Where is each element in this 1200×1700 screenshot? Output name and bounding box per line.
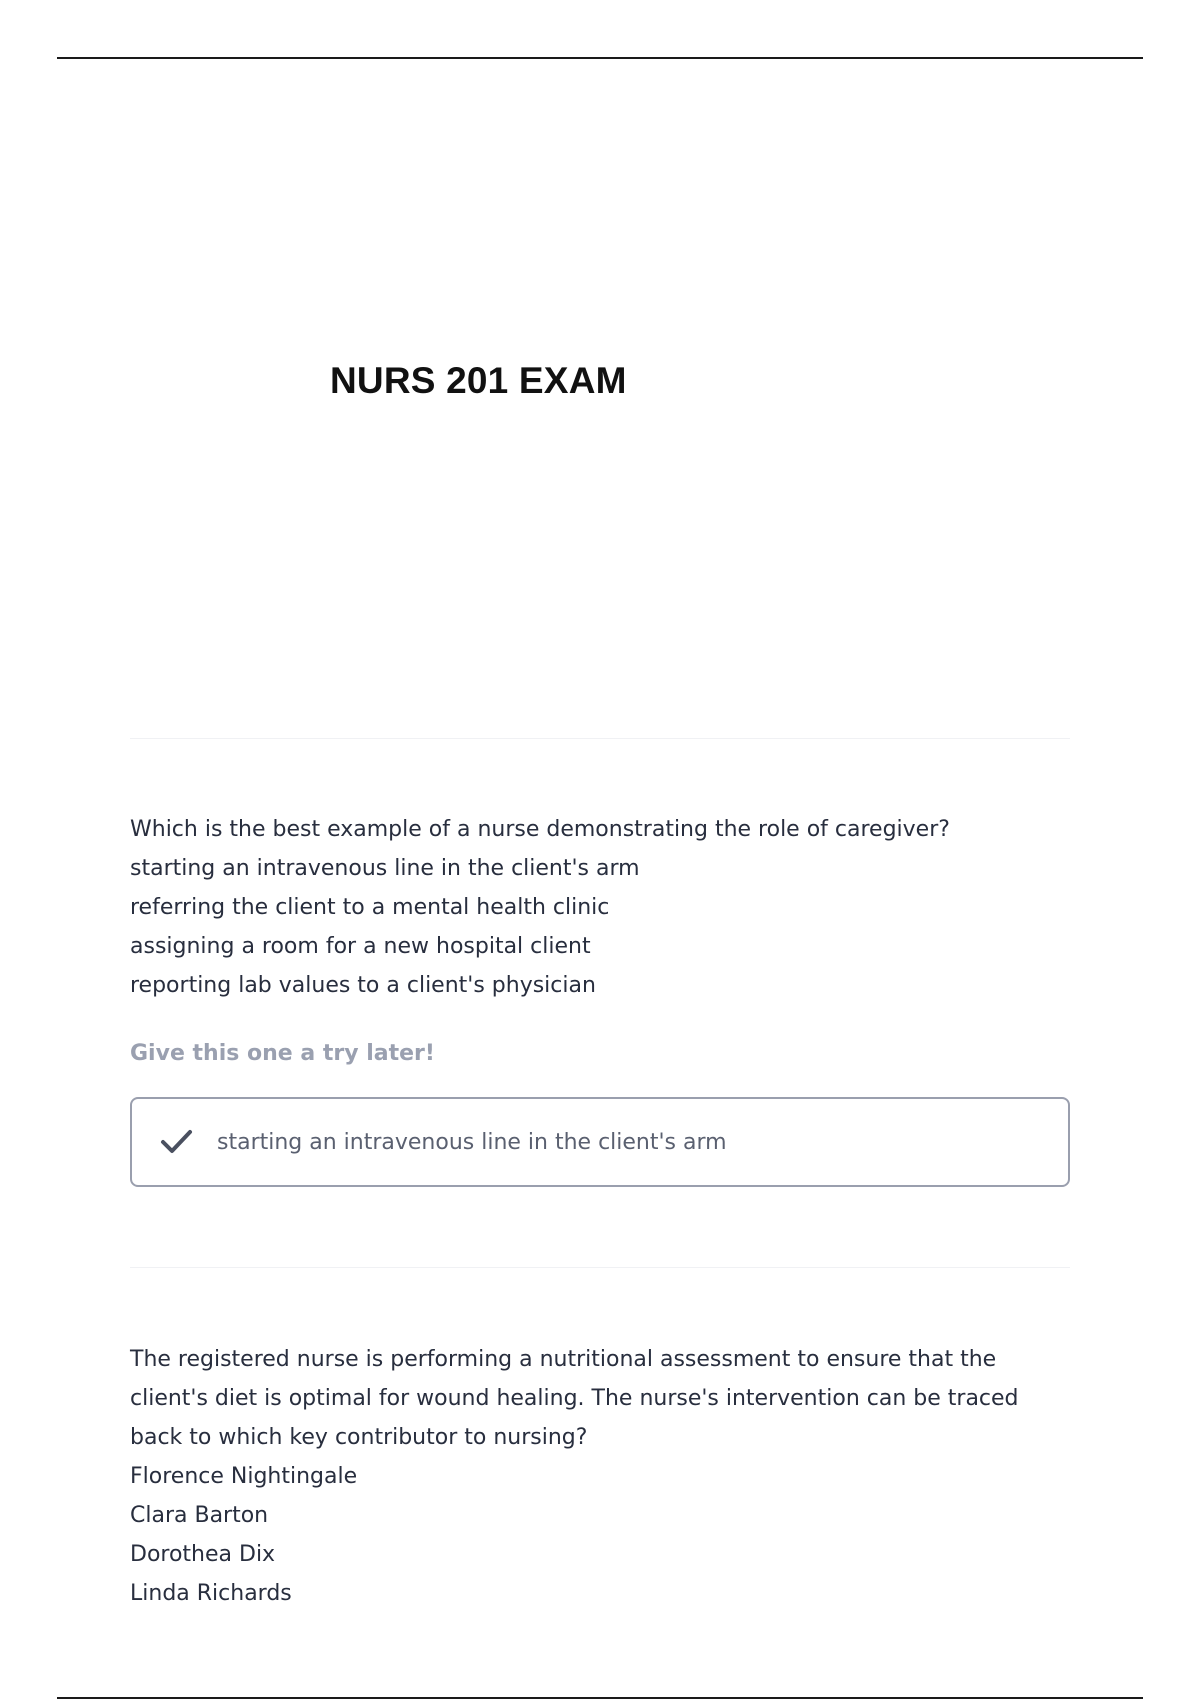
answer-option[interactable]: reporting lab values to a client's physician <box>130 973 596 998</box>
question-prompt: The registered nurse is performing a nutritional assessment to ensure that the client's diet is optimal for wound healing. The nurse's intervention can be traced back to which key contributor to nursing? <box>130 1347 1019 1450</box>
correct-answer-text: starting an intravenous line in the client's arm <box>217 1129 727 1155</box>
question-divider <box>130 1267 1070 1268</box>
answer-option[interactable]: Clara Barton <box>130 1503 269 1528</box>
try-later-hint: Give this one a try later! <box>130 1041 435 1066</box>
check-icon <box>159 1124 195 1160</box>
question-divider <box>130 738 1070 739</box>
question-card-2 <box>130 1340 1070 1613</box>
correct-answer-box <box>130 1097 1070 1187</box>
answer-option[interactable]: assigning a room for a new hospital client <box>130 934 591 959</box>
question-card-1 <box>130 810 1070 1187</box>
answer-option[interactable]: Florence Nightingale <box>130 1464 358 1489</box>
page-bottom-rule <box>57 1697 1143 1699</box>
exam-title: NURS 201 EXAM <box>330 360 627 401</box>
question-prompt: Which is the best example of a nurse demonstrating the role of caregiver? <box>130 817 950 842</box>
answer-option[interactable]: Linda Richards <box>130 1581 292 1606</box>
answer-option[interactable]: referring the client to a mental health clinic <box>130 895 610 920</box>
answer-option[interactable]: Dorothea Dix <box>130 1542 276 1567</box>
answer-option[interactable]: starting an intravenous line in the client's arm <box>130 856 640 881</box>
page-top-rule <box>57 57 1143 59</box>
